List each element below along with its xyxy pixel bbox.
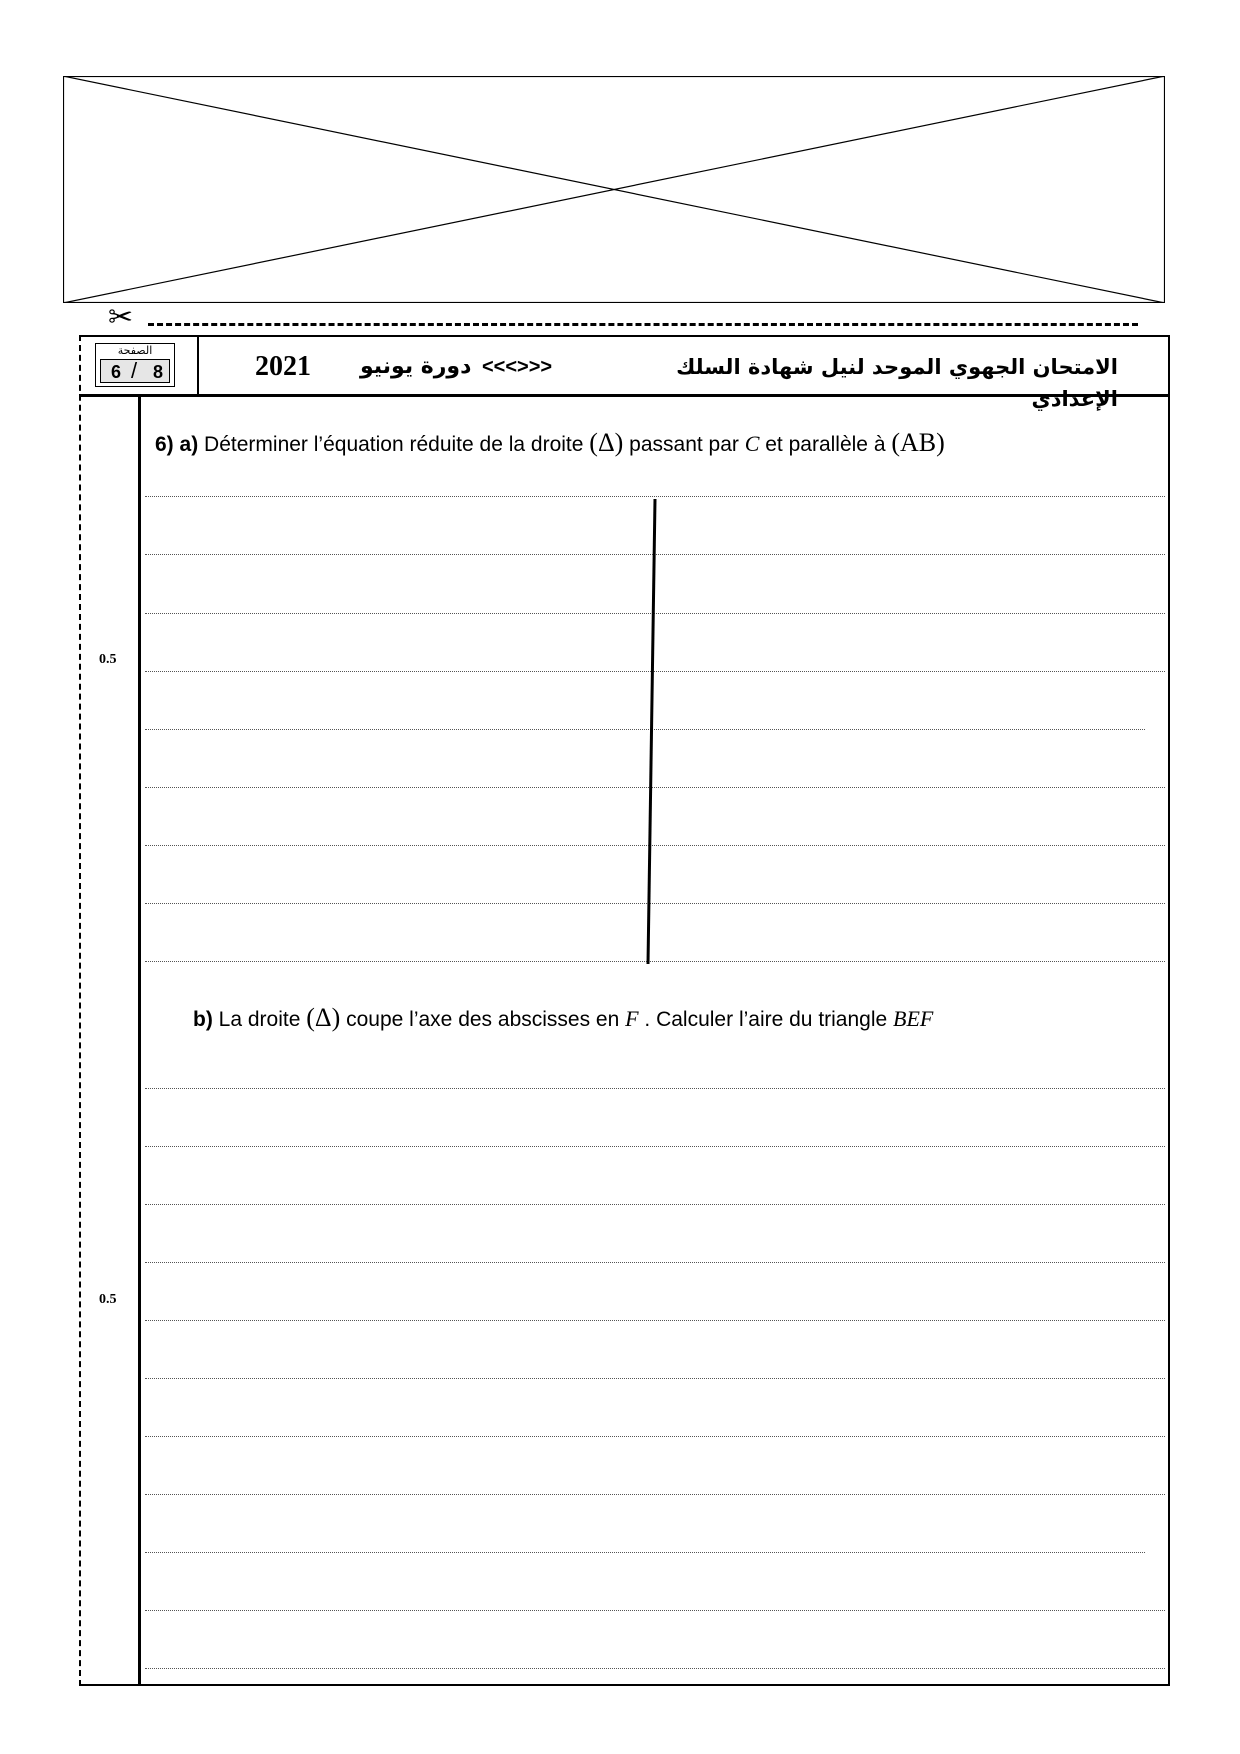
cut-dashed-line — [148, 323, 1138, 326]
point-c: C — [744, 431, 760, 456]
answer-line[interactable] — [145, 496, 1165, 497]
question-6a — [155, 428, 945, 460]
mark-6a: 0.5 — [99, 652, 117, 667]
answer-line[interactable] — [145, 903, 1165, 904]
page-current: 6 — [111, 362, 122, 382]
page-total: 8 — [153, 362, 164, 382]
answer-line[interactable] — [145, 1552, 1145, 1553]
answer-line[interactable] — [145, 1378, 1165, 1379]
answer-line[interactable] — [145, 729, 1145, 730]
mark-6b: 0.5 — [99, 1292, 117, 1307]
question-text: La droite — [212, 1008, 307, 1031]
answer-line[interactable] — [145, 613, 1165, 614]
question-6b — [193, 1003, 933, 1035]
question-text: Déterminer l’équation réduite de la droite — [198, 433, 590, 456]
exam-session: دورة يونيو — [360, 354, 472, 379]
line-ab: (AB) — [891, 428, 945, 457]
question-part-a: a) — [179, 433, 199, 456]
scissors-icon: ✂ — [108, 300, 134, 335]
page-number-badge — [95, 343, 175, 387]
question-text: passant par — [623, 433, 745, 456]
page-slash: / — [131, 358, 138, 383]
question-text: coupe l’axe des abscisses en — [340, 1008, 626, 1031]
question-text: . Calculer l’aire du triangle — [638, 1008, 894, 1031]
answer-line[interactable] — [145, 1146, 1165, 1147]
exam-year: 2021 — [255, 351, 311, 382]
answer-line[interactable] — [145, 787, 1165, 788]
delta-symbol: (Δ) — [589, 428, 624, 457]
triangle-bef: BEF — [893, 1006, 934, 1031]
answer-line[interactable] — [145, 1494, 1165, 1495]
answer-line[interactable] — [145, 1436, 1165, 1437]
answer-line[interactable] — [145, 671, 1165, 672]
crossed-out-box — [63, 76, 1165, 303]
answer-line[interactable] — [145, 1610, 1165, 1611]
answer-line[interactable] — [145, 1204, 1165, 1205]
delta-symbol: (Δ) — [306, 1003, 341, 1032]
exam-title: الامتحان الجهوي الموحد لنيل شهادة السلك الإعدادي — [676, 355, 1118, 411]
question-number: 6) — [155, 433, 174, 456]
answer-line[interactable] — [145, 1088, 1165, 1089]
answer-line[interactable] — [145, 961, 1165, 962]
answer-line[interactable] — [145, 1320, 1165, 1321]
page-label: الصفحة — [117, 344, 153, 357]
header-separator: <<<>>> — [482, 356, 553, 378]
question-text: et parallèle à — [759, 433, 892, 456]
point-f: F — [625, 1006, 639, 1031]
answer-line[interactable] — [145, 554, 1165, 555]
answer-line[interactable] — [145, 845, 1165, 846]
answer-line[interactable] — [145, 1262, 1165, 1263]
margin-divider — [138, 397, 141, 1686]
answer-line[interactable] — [145, 1668, 1165, 1669]
page-number-box — [100, 359, 170, 383]
question-part-b: b) — [193, 1008, 213, 1031]
header-divider — [197, 337, 199, 397]
